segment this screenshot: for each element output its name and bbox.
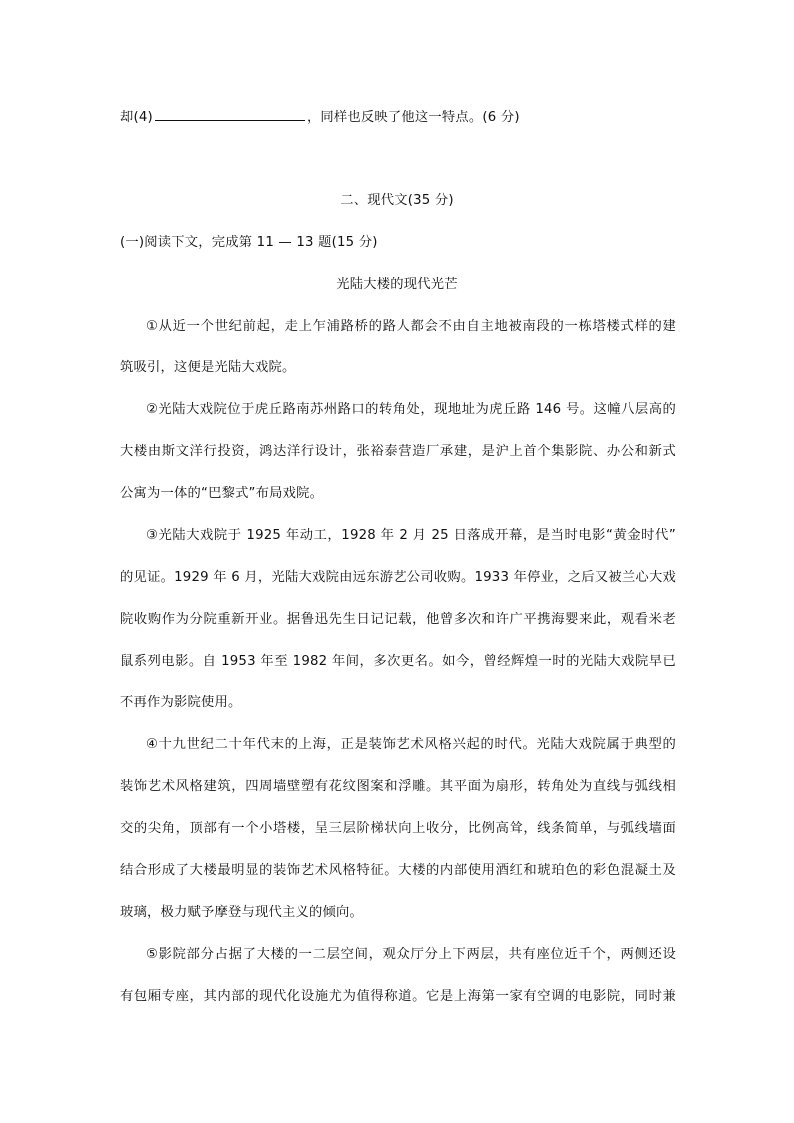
question-tail-suffix: ，同样也反映了他这一特点。(6 分): [306, 110, 520, 125]
question-tail-line: [120, 108, 520, 127]
section-heading: 二、现代文(35 分): [340, 193, 454, 208]
paragraph-line: 大楼由斯文洋行投资，鸿达洋行设计，张裕泰营造厂承建，是沪上首个集影院、办公和新式: [120, 444, 676, 459]
paragraph-line: 结合形成了大楼最明显的装饰艺术风格特征。大楼的内部使用酒红和琥珀色的彩色混凝土及: [120, 863, 676, 878]
paragraph-line: ②光陆大戏院位于虎丘路南苏州路口的转角处，现地址为虎丘路 146 号。这幢八层高的: [146, 402, 676, 417]
paragraph-line: ①从近一个世纪前起，走上乍浦路桥的路人都会不由自主地被南段的一栋塔楼式样的建: [146, 319, 676, 334]
paragraph-line: 的见证。1929 年 6 月，光陆大戏院由远东游艺公司收购。1933 年停业，之后又被兰心大戏: [120, 570, 676, 585]
paragraph-line: ③光陆大戏院于 1925 年动工，1928 年 2 月 25 日落成开幕，是当时电影“黄金时代”: [146, 528, 676, 543]
paragraph-line: 不再作为影院使用。: [120, 695, 242, 710]
question-tail-prefix: 却(4): [120, 110, 153, 125]
paragraph-line: 玻璃，极力赋予摩登与现代主义的倾向。: [120, 905, 363, 920]
paragraph-line: ④十九世纪二十年代末的上海，正是装饰艺术风格兴起的时代。光陆大戏院属于典型的: [146, 737, 676, 752]
paragraph-line: 有包厢专座，其内部的现代化设施尤为值得称道。它是上海第一家有空调的电影院，同时兼: [120, 989, 676, 1004]
paragraph-line: 装饰艺术风格建筑，四周墙壁塑有花纹图案和浮雕。其平面为扇形，转角处为直线与弧线相: [120, 779, 676, 794]
paragraph-line: 筑吸引，这便是光陆大戏院。: [120, 360, 296, 375]
answer-blank[interactable]: [155, 108, 305, 121]
paragraph-line: 院收购作为分院重新开业。据鲁迅先生日记记载，他曾多次和许广平携海婴来此，观看米老: [120, 612, 676, 627]
paragraph-line: 鼠系列电影。自 1953 年至 1982 年间，多次更名。如今，曾经辉煌一时的光陆大戏院早已: [120, 654, 676, 669]
paragraph-line: 公寓为一体的“巴黎式”布局戏院。: [120, 486, 324, 501]
paragraph-line: ⑤影院部分占据了大楼的一二层空间，观众厅分上下两层，共有座位近千个，两侧还设: [146, 947, 676, 962]
paragraph-line: 交的尖角，顶部有一个小塔楼，呈三层阶梯状向上收分，比例高耸，线条简单，与弧线墙面: [120, 821, 676, 836]
subsection-heading: (一)阅读下文，完成第 11 — 13 题(15 分): [120, 235, 378, 250]
article-title: 光陆大楼的现代光芒: [336, 277, 458, 292]
